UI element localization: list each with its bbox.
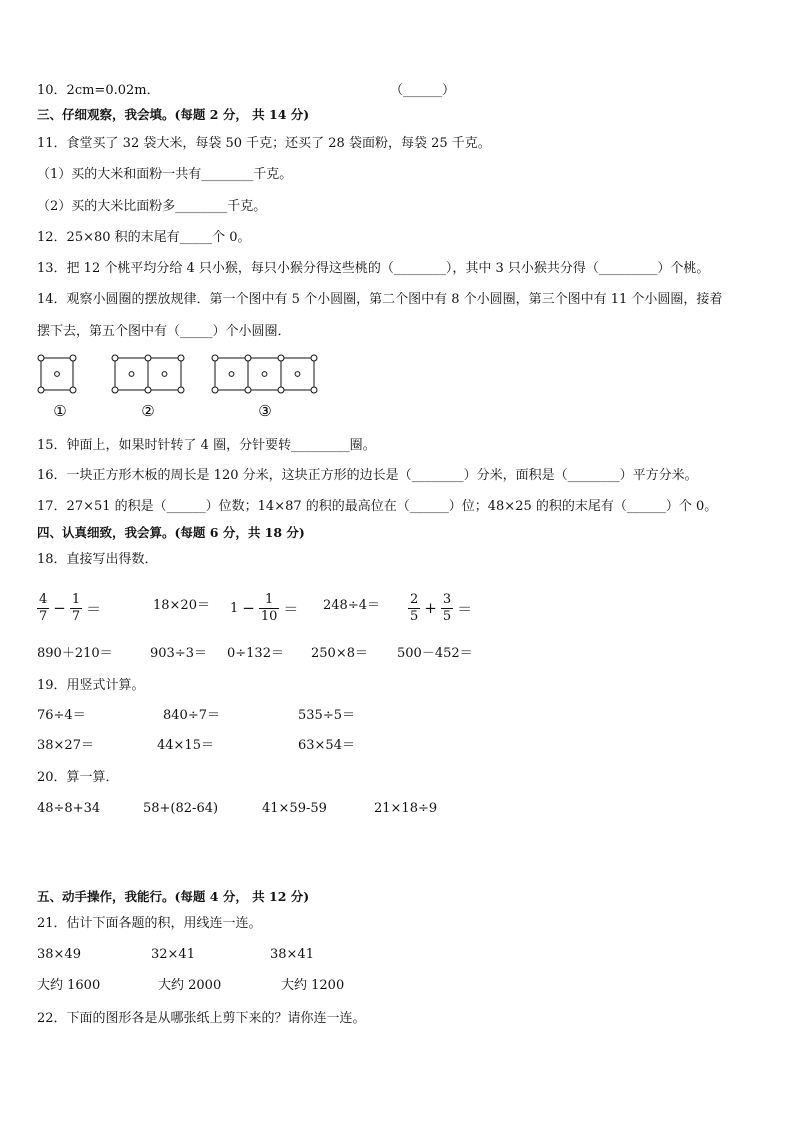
q22-text: 22．下面的图形各是从哪张纸上剪下来的？请你连一连。	[37, 1011, 366, 1026]
q21-expr: 38×41	[270, 947, 314, 962]
q21-estimate: 大约 2000	[158, 978, 222, 993]
q19-stem: 19．用竖式计算。	[37, 678, 145, 693]
q18-row2-expr: 500－452＝	[397, 646, 473, 661]
q19-expr: 44×15＝	[157, 738, 214, 753]
q21-stem: 21．估计下面各题的积，用线连一连。	[37, 916, 262, 931]
q18-expr-3: 1 − $\frac{1}{10}$ ＝	[230, 591, 299, 624]
figure-2-label: ②	[141, 402, 155, 420]
q19-expr: 76÷4＝	[37, 708, 86, 723]
q11-stem: 11．食堂买了 32 袋大米，每袋 50 千克；还买了 28 袋面粉，每袋 25 千克。	[37, 136, 491, 151]
q19-expr: 63×54＝	[298, 738, 355, 753]
q13-text: 13．把 12 个桃平均分给 4 只小猴，每只小猴分得这些桃的（________），其中 3 只小猴共分得（_________）个桃。	[37, 261, 710, 276]
q19-expr: 840÷7＝	[163, 708, 220, 723]
q11-part-2: （2）买的大米比面粉多________千克。	[37, 199, 267, 214]
q18-expr-1: $\frac{4}{7}$ − $\frac{1}{7}$ ＝	[39, 591, 102, 624]
q19-expr: 38×27＝	[37, 738, 94, 753]
q17-text: 17．27×51 的积是（______）位数；14×87 的积的最高位在（______）位；48×25 的积的末尾有（______）个 0。	[37, 499, 718, 514]
q18-row2-expr: 250×8＝	[311, 646, 368, 661]
q15-text: 15．钟面上，如果时针转了 4 圈，分针要转_________圈。	[37, 438, 376, 453]
q18-expr-2: 18×20＝	[153, 598, 210, 613]
q18-row2-expr: 903÷3＝	[150, 646, 207, 661]
q20-expr: 21×18÷9	[374, 801, 438, 816]
q19-expr: 535÷5＝	[298, 708, 355, 723]
q11-part-1: （1）买的大米和面粉一共有________千克。	[37, 167, 293, 182]
q18-expr-5: $\frac{2}{5}$ + $\frac{3}{5}$ ＝	[410, 591, 473, 624]
q14-line-2: 摆下去，第五个图中有（_____）个小圆圈．	[37, 324, 291, 339]
section-5-heading: 五、动手操作，我能行。(每题 4 分， 共 12 分)	[37, 889, 310, 904]
q20-stem: 20．算一算．	[37, 770, 119, 785]
q21-expr: 32×41	[151, 947, 195, 962]
figure-1-label: ①	[53, 402, 67, 420]
figure-3-label: ③	[258, 402, 272, 420]
q20-expr: 48÷8+34	[37, 801, 101, 816]
q20-expr: 58+(82-64)	[143, 801, 219, 816]
q12-text: 12．25×80 积的末尾有_____个 0。	[37, 230, 251, 245]
q18-expr-4: 248÷4＝	[323, 598, 380, 613]
q18-row2-expr: 0÷132＝	[227, 646, 284, 661]
q21-estimate: 大约 1200	[281, 978, 345, 993]
q18-row2-expr: 890＋210＝	[37, 646, 113, 661]
section-3-heading: 三、仔细观察，我会填。(每题 2 分， 共 14 分)	[37, 107, 310, 122]
q16-text: 16．一块正方形木板的周长是 120 分米，这块正方形的边长是（________）分米，面积是（________）平方分米。	[37, 468, 698, 483]
section-4-heading: 四、认真细致，我会算。(每题 6 分，共 18 分)	[37, 525, 305, 540]
q18-row-1	[37, 585, 105, 631]
q21-estimate: 大约 1600	[37, 978, 101, 993]
q18-stem: 18．直接写出得数．	[37, 552, 158, 567]
q21-expr: 38×49	[37, 947, 81, 962]
q20-expr: 41×59-59	[262, 801, 327, 816]
q10-text: 10．2cm=0.02m．	[37, 83, 160, 98]
circle-pattern-figure	[34, 352, 324, 422]
q14-line-1: 14．观察小圆圈的摆放规律．第一个图中有 5 个小圆圈，第二个图中有 8 个小圆圈，第三个图中有 11 个小圆圈，接着	[37, 292, 723, 307]
q10-answer-blank[interactable]: （______）	[390, 83, 456, 98]
